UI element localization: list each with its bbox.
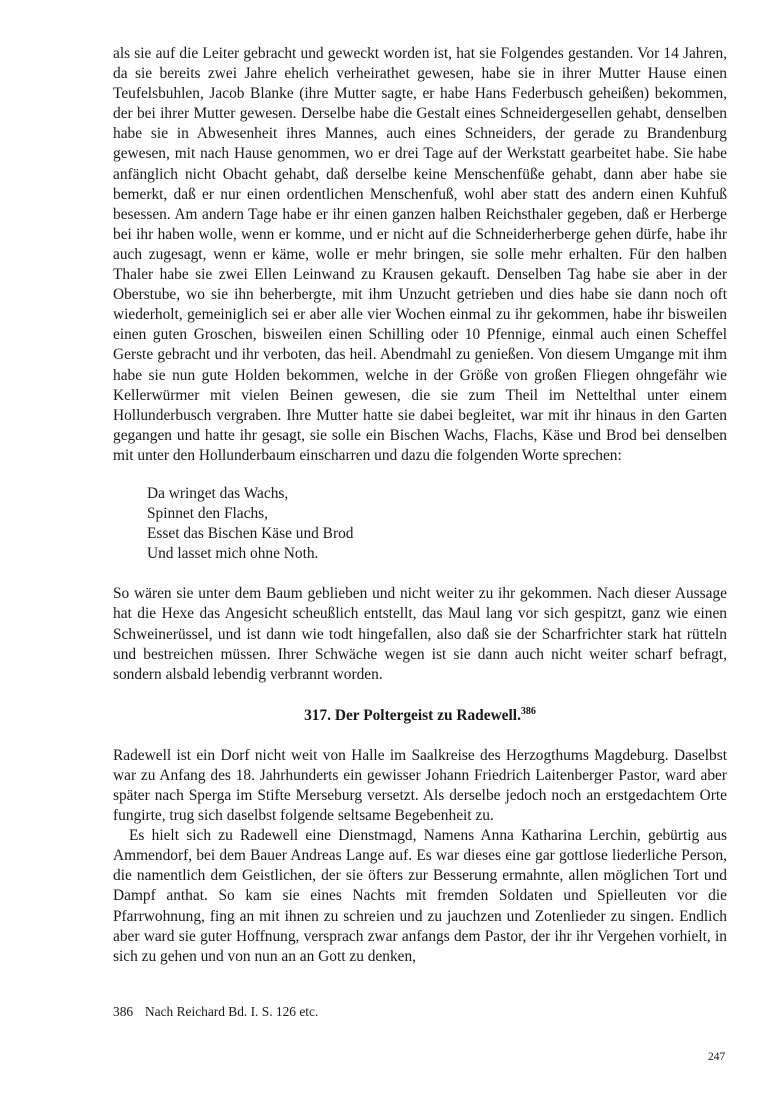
verse-line: Esset das Bischen Käse und Brod [147,525,354,543]
footnote-text: Nach Reichard Bd. I. S. 126 etc. [145,1004,319,1019]
verse-line: Da wringet das Wachs, [147,484,289,502]
verse-block [147,484,727,564]
page-body [113,44,727,967]
body-paragraph: So wären sie unter dem Baum geblieben und nicht weiter zu ihr gekommen. Nach dieser Aussage hat die Hexe das Angesicht scheußlich entstellt, das Maul lang vor sich gespitzt, ganz wie einen Schweinerüssel, und ist dann wie todt hingefallen, also daß sie der Scharfrichter stark hat rütteln und bestreichen müssen. Ihrer Schwäche wegen ist sie dann auch nicht weiter scharf befragt, sondern alsbald lebendig verbrannt worden. [113,585,727,683]
footnote-reference[interactable]: 386 [520,705,536,717]
verse-line: Spinnet den Flachs, [147,505,268,523]
body-paragraph: als sie auf die Leiter gebracht und geweckt worden ist, hat sie Folgendes gestanden. Vor 14 Jahren, da sie bereits zwei Jahre ehelich verheirathet gewesen, habe sie in ihrer Mutter Hause einen Teufelsbuhlen, Jacob Blanke (ihre Mutter sagte, er habe Hans Federbusch geheißen) bekommen, der bei ihrer Mutter gewesen. Derselbe habe die Gestalt eines Schneidergesellen gehabt, denselben habe sie in Abwesenheit ihres Mannes, auch eines Schneiders, der gerade zu Brandenburg gewesen, mit nach Hause genommen, wo er drei Tage auf der Werkstatt gearbeitet habe. Sie habe anfänglich nicht Obacht gehabt, daß derselbe keine Menschenfüße gehabt, dann aber habe sie bemerkt, daß er nur einen ordentlichen Menschenfuß, wohl aber statt des andern einen Kuhfuß besessen. Am andern Tage habe er ihr einen ganzen halben Reichsthaler gegeben, daß er Herberge bei ihr haben wolle, wenn er komme, und er nicht auf die Schneiderherberge gehen dürfe, habe ihr auch zugesagt, wenn er käme, wolle er mehr bringen, sie solle mehr erhalten. Für den halben Thaler habe sie zwei Ellen Leinwand zu Krausen gekauft. Denselben Tag habe sie aber in der Oberstube, wo sie ihn beherbergte, mit ihm Unzucht getrieben und dies habe sie dann noch oft wiederholt, gemeiniglich sei er aber alle vier Wochen einmal zu ihr gekommen, habe ihr bisweilen einen guten Groschen, bisweilen einen Schilling oder 10 Pfennige, einmal auch einen Scheffel Gerste gebracht und ihr verboten, das heil. Abendmahl zu genießen. Von diesem Umgange mit ihm habe sie nun gute Holden bekommen, welche in der Größe von großen Fliegen ohngefähr wie Kellerwürmer mit vielen Beinen gewesen, die sie zum Theil im Nettelthal unter einem Hollunderbusch vergraben. Ihre Mutter hatte sie dabei begleitet, war mit ihr hinaus in den Garten gegangen und hatte ihr gesagt, sie solle ein Bischen Wachs, Flachs, Käse und Brod bei denselben mit unter den Hollunderbaum einscharren und dazu die folgenden Worte sprechen: [113,45,727,464]
section-heading [113,706,727,726]
footnote [113,1003,318,1021]
section-title-text: 317. Der Poltergeist zu Radewell. [304,706,521,724]
section-paragraph: Radewell ist ein Dorf nicht weit von Halle im Saalkreise des Herzogthums Magdeburg. Daselbst war zu Anfang des 18. Jahrhunderts ein gewisser Johann Friedrich Laitenberger Pastor, ward aber später nach Sperga im Stifte Merseburg versetzt. Als derselbe jedoch noch an erstgedachtem Orte fungirte, trug sich daselbst folgende seltsame Begebenheit zu. [113,746,727,825]
verse-line: Und lasset mich ohne Noth. [147,545,319,563]
section-paragraph: Es hielt sich zu Radewell eine Dienstmagd, Namens Anna Katharina Lerchin, gebürtig aus Ammendorf, bei dem Bauer Andreas Lange auf. Es war dieses eine gar gottlose liederliche Person, die namentlich dem Geistlichen, der sie öfters zur Besserung ermahnte, allen möglichen Tort und Dampf anthat. So kam sie eines Nachts mit fremden Soldaten und Spielleuten vor die Pfarrwohnung, fing an mit ihnen zu schreien und zu jauchzen und Zotenlieder zu singen. Endlich aber ward sie guter Hoffnung, versprach zwar anfangs dem Pastor, der ihr ihr Vergehen vorhielt, in sich zu gehen und von nun an an Gott zu denken, [113,827,727,965]
footnote-number: 386 [113,1004,134,1019]
page-number: 247 [708,1051,726,1063]
